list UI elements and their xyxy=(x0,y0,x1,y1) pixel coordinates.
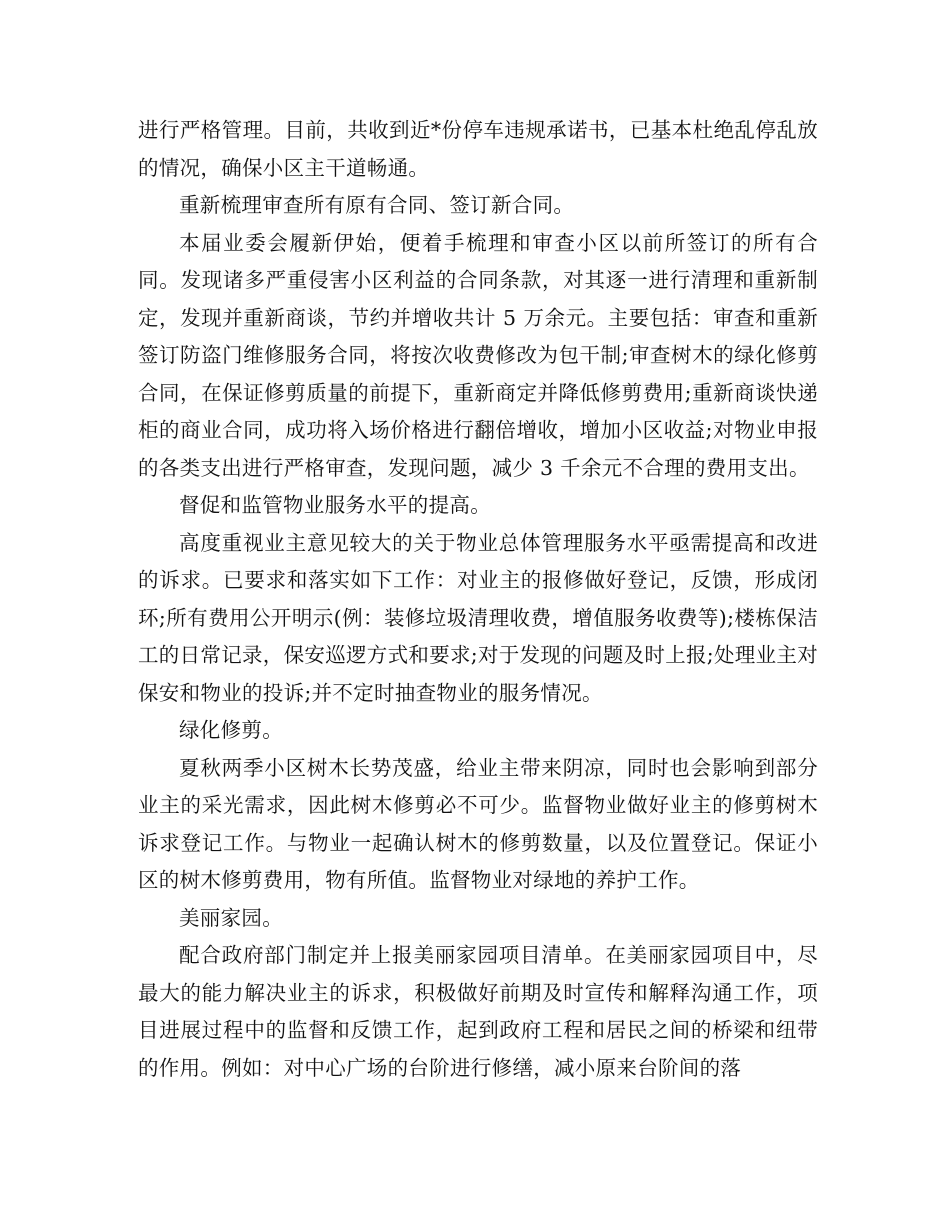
section-heading-contracts: 重新梳理审查所有原有合同、签订新合同。 xyxy=(179,193,575,217)
paragraph-property-service: 高度重视业主意见较大的关于物业总体管理服务水平亟需提高和改进的诉求。已要求和落实如下工作：对业主的报修做好登记，反馈，形成闭环;所有费用公开明示(例：装修垃圾清理收费，增值服务收费等);楼栋保洁工的日常记录，保安巡逻方式和要求;对于发现的问题及时上报;处理业主对保安和物业的投诉;并不定时抽查物业的服务情况。 xyxy=(138,530,819,705)
paragraph-tree-pruning: 夏秋两季小区树木长势茂盛，给业主带来阴凉，同时也会影响到部分业主的采光需求，因此树木修剪必不可少。监督物业做好业主的修剪树木诉求登记工作。与物业一起确认树木的修剪数量，以及位置登记。保证小区的树木修剪费用，物有所值。监督物业对绿地的养护工作。 xyxy=(138,755,818,892)
section-heading-tree-pruning: 绿化修剪。 xyxy=(179,718,283,742)
section-heading-beautiful-home: 美丽家园。 xyxy=(179,905,283,930)
paragraph-continuation: 进行严格管理。目前，共收到近*份停车违规承诺书，已基本杜绝乱停乱放的情况，确保小区主干道畅通。 xyxy=(138,118,818,180)
section-heading-property-service: 督促和监管物业服务水平的提高。 xyxy=(179,493,491,517)
paragraph-beautiful-home: 配合政府部门制定并上报美丽家园项目清单。在美丽家园项目中，尽最大的能力解决业主的诉求，积极做好前期及时宣传和解释沟通工作，项目进展过程中的监督和反馈工作，起到政府工程和居民之间的桥梁和纽带的作用。例如：对中心广场的台阶进行修缮，减小原来台阶间的落 xyxy=(138,943,818,1080)
paragraph-contracts: 本届业委会履新伊始，便着手梳理和审查小区以前所签订的所有合同。发现诸多严重侵害小区利益的合同条款，对其逐一进行清理和重新制定，发现并重新商谈，节约并增收共计 5 万余元。主要包括：审查和重新签订防盗门维修服务合同，将按次收费修改为包干制;审查树木的绿化修剪合同，在保证修剪质量的前提下，重新商定并降低修剪费用;重新商谈快递柜的商业合同，成功将入场价格进行翻倍增收，增加小区收益;对物业申报的各类支出进行严格审查，发现问题，减少 3 千余元不合理的费用支出。 xyxy=(138,230,818,480)
document-body xyxy=(138,112,818,1087)
